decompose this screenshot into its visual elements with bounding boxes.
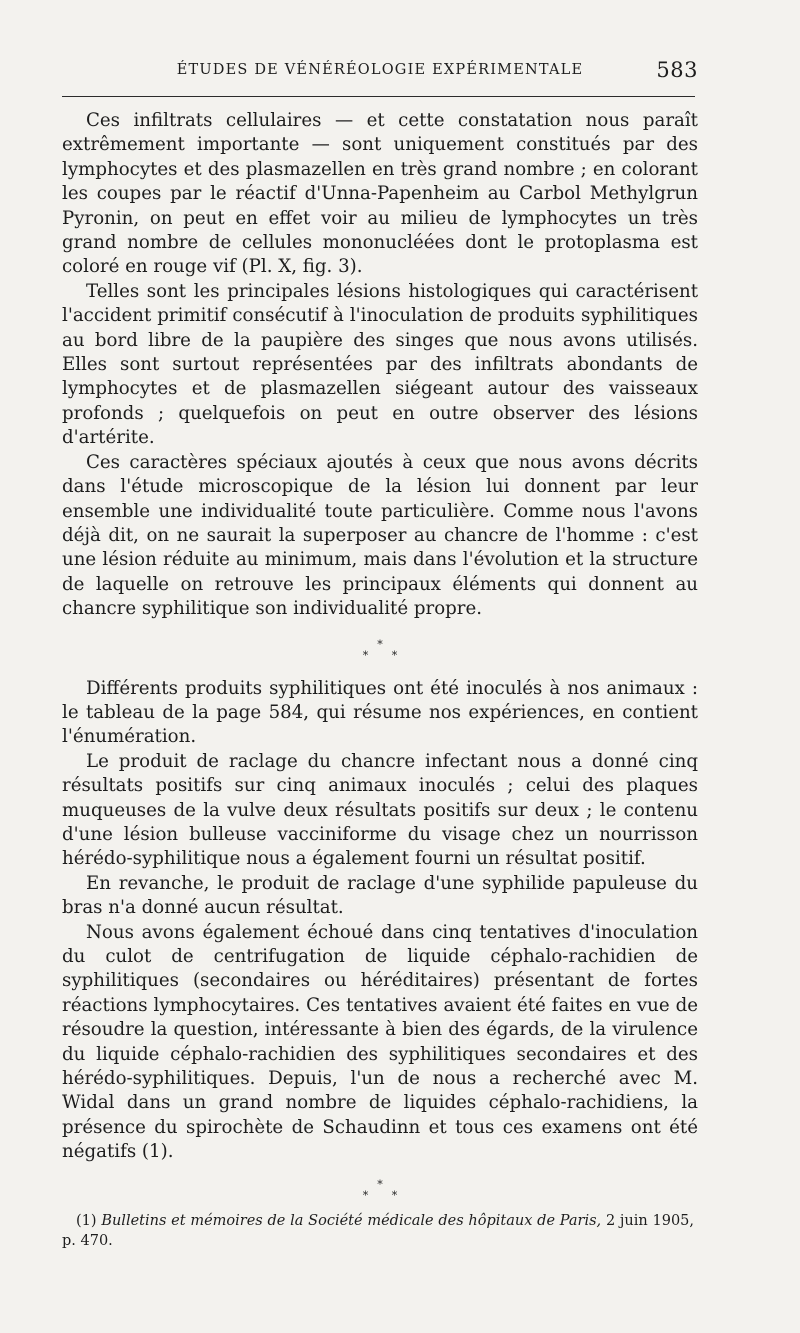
footnote-marker: (1): [76, 1212, 97, 1229]
section-separator: [62, 639, 698, 661]
paragraph: Nous avons également échoué dans cinq tentatives d'inoculation du culot de centrifugation de liquide céphalo-rachidien de syphilitiques (secondaires ou héréditaires) présentant de fortes réactions lymphocytaires. Ces tentatives avaient été faites en vue de résoudre la question, intéressante à bien des égards, de la virulence du liquide céphalo-rachidien des syphilitiques secondaires et des hérédo-syphilitiques. Depuis, l'un de nous a recherché avec M. Widal dans un grand nombre de liquides céphalo-rachidiens, la présence du spirochète de Schaudinn et tous ces examens ont été négatifs (1).: [62, 921, 698, 1163]
footnote: [62, 1211, 698, 1251]
paragraph: Telles sont les principales lésions histologiques qui caractérisent l'accident primitif consécutif à l'inoculation de produits syphilitiques au bord libre de la paupière des singes que nous avons utilisés. Elles sont surtout représentées par des infiltrats abondants de lymphocytes et de plasmazellen siégeant autour des vaisseaux profonds ; quelquefois on peut en outre observer des lésions d'artérite.: [62, 280, 698, 449]
separator-star-bottom: * *: [362, 1188, 408, 1202]
footnote-title: Bulletins et mémoires de la Société médicale des hôpitaux de Paris,: [101, 1212, 602, 1229]
separator-star-bottom: * *: [362, 648, 408, 662]
paragraph: Ces infiltrats cellulaires — et cette constatation nous paraît extrêmement importante — sont uniquement constitués par des lymphocytes et des plasmazellen en très grand nombre ; en colorant les coupes par le réactif d'Unna-Papenheim au Carbol Methylgrun Pyronin, on peut en effet voir au milieu de lymphocytes un très grand nombre de cellules mononucléées dont le protoplasma est coloré en rouge vif (Pl. X, fig. 3).: [62, 110, 698, 278]
paragraph: Différents produits syphilitiques ont été inoculés à nos animaux : le tableau de la page 584, qui résume nos expériences, en contient l'énumération.: [62, 677, 698, 748]
paragraph: Le produit de raclage du chancre infectant nous a donné cinq résultats positifs sur cinq animaux inoculés ; celui des plaques muqueuses de la vulve deux résultats positifs sur deux ; le contenu d'une lésion bulleuse vacciniforme du visage chez un nourrisson hérédo-syphilitique nous a également fourni un résultat positif.: [62, 750, 698, 870]
paragraph: En revanche, le produit de raclage d'une syphilide papuleuse du bras n'a donné aucun résultat.: [62, 872, 698, 919]
separator-star-top: *: [377, 637, 383, 651]
footnote-reference: 2 juin 1905, p. 470.: [62, 1212, 695, 1249]
page-number: 583: [656, 58, 698, 82]
paragraph: Ces caractères spéciaux ajoutés à ceux que nous avons décrits dans l'étude microscopique de la lésion lui donnent par leur ensemble une individualité toute particulière. Comme nous l'avons déjà dit, on ne saurait la superposer au chancre de l'homme : c'est une lésion réduite au minimum, mais dans l'évolution et la structure de laquelle on retrouve les principaux éléments qui donnent au chancre syphilitique son individualité propre.: [62, 451, 698, 620]
header-rule: [62, 96, 695, 97]
separator-star-top: *: [377, 1177, 383, 1191]
body-text: [62, 109, 698, 1251]
section-separator: [62, 1179, 698, 1201]
running-title: ÉTUDES DE VÉNÉRÉOLOGIE EXPÉRIMENTALE: [176, 62, 584, 78]
page-header: [62, 58, 698, 88]
